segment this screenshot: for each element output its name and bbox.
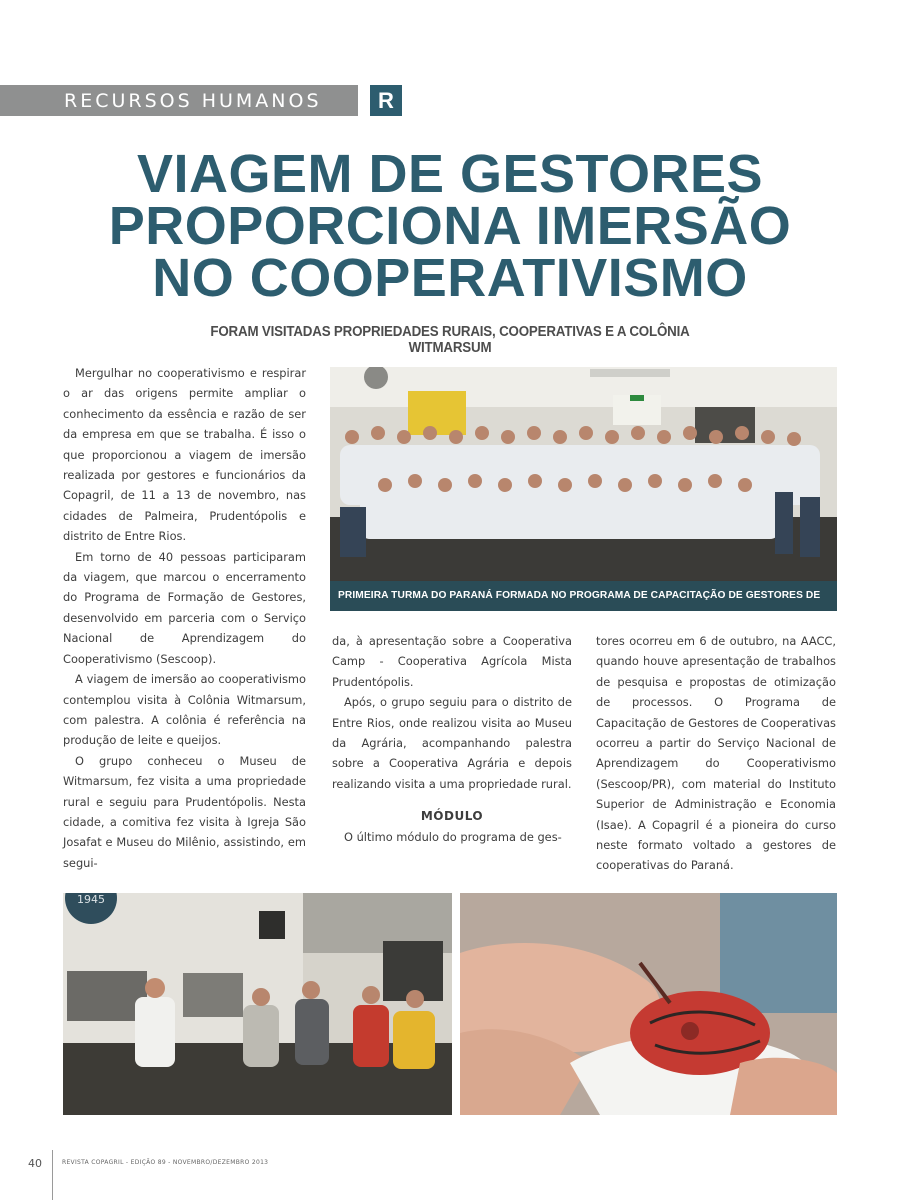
painted-egg-photo — [460, 893, 837, 1115]
section-badge: R — [370, 85, 402, 116]
paragraph: O último módulo do programa de ges- — [344, 829, 562, 844]
module-heading: MÓDULO — [420, 809, 484, 824]
group-photo — [330, 367, 837, 611]
article-column-2 — [332, 631, 572, 847]
headline — [60, 144, 840, 308]
publication-info: REVISTA COPAGRIL - EDIÇÃO 89 - NOVEMBRO/DEZEMBRO 2013 — [62, 1159, 269, 1166]
paragraph: O grupo conheceu o Museu de Witmarsum, fez visita a uma propriedade rural e seguiu para Prudentópolis. Nesta cidade, a comitiva fez visita à Igreja São Josafat e Museu do Milênio, assistindo, em segui- — [63, 753, 306, 870]
year-tag: 1945 — [77, 893, 105, 906]
article-column-3 — [596, 631, 836, 876]
headline-line-1: VIAGEM DE GESTORES — [136, 144, 764, 204]
section-label: RECURSOS HUMANOS — [64, 90, 322, 112]
paragraph: da, à apresentação sobre a Cooperativa Camp - Cooperativa Agrícola Mista Prudentópolis. — [332, 634, 572, 689]
headline-line-3: NO COOPERATIVISMO — [152, 248, 748, 308]
paragraph: Após, o grupo seguiu para o distrito de Entre Rios, onde realizou visita ao Museu da Agrária, acompanhando palestra sobre a Cooperativa Agrária e depois realizando visita a uma propriedade rural. — [332, 695, 572, 791]
museum-photo — [63, 893, 452, 1115]
footer-divider — [52, 1150, 53, 1200]
photo-caption: PRIMEIRA TURMA DO PARANÁ FORMADA NO PROGRAMA DE CAPACITAÇÃO DE GESTORES DE COOPERATIVAS — [330, 581, 837, 611]
article-column-1 — [63, 363, 306, 873]
subheadline: FORAM VISITADAS PROPRIEDADES RURAIS, COOPERATIVAS E A COLÔNIA WITMARSUM — [210, 324, 690, 356]
paragraph: Em torno de 40 pessoas participaram da viagem, que marcou o encerramento do Programa de Formação de Gestores, desenvolvido em parceria com o Serviço Nacional de Aprendizagem do Cooperativismo (Sescoop). — [63, 549, 306, 666]
page-number: 40 — [28, 1157, 42, 1170]
paragraph: tores ocorreu em 6 de outubro, na AACC, quando houve apresentação de trabalhos de pesquisa e propostas de otimização de processos. O Programa de Capacitação de Gestores de Cooperativas ocorreu a partir do Serviço Nacional de Aprendizagem do Cooperativismo (Sescoop/PR), com material do Instituto Superior de Administração e Economia (Isae). A Copagril é a pioneira do curso neste formato voltado a gestores de cooperativas do Paraná. — [596, 634, 836, 873]
paragraph: Mergulhar no cooperativismo e respirar o ar das origens permite ampliar o conhecimento da essência e razão de ser da empresa em que se trabalha. É isso o que proporcionou a viagem de imersão realizada por gestores e funcionários da Copagril, de 11 a 13 de novembro, nas cidades de Palmeira, Prudentópolis e distrito de Entre Rios. — [63, 366, 306, 544]
headline-line-2: PROPORCIONA IMERSÃO — [108, 196, 792, 256]
paragraph: A viagem de imersão ao cooperativismo contemplou visita à Colônia Witmarsum, com palestra. A colônia é referência na produção de leite e queijos. — [63, 672, 306, 748]
